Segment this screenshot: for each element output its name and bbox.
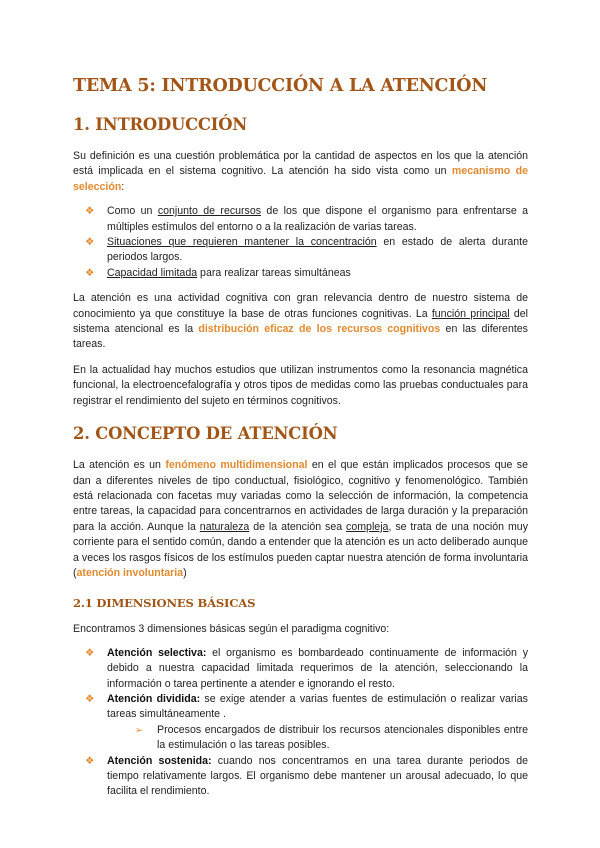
list-item: ❖ Capacidad limitada para realizar tareas simultáneas	[73, 266, 528, 281]
diamond-bullet-icon: ❖	[85, 754, 95, 767]
highlight-mecanismo: mecanismo de selección	[73, 165, 528, 193]
highlight-involuntaria: atención involuntaria	[76, 566, 184, 579]
highlight-distribucion: distribución eficaz de los recursos cognitivos	[198, 323, 441, 336]
section-heading-introduccion: 1. INTRODUCCIÓN	[73, 115, 248, 134]
subsection-heading-dimensiones: 2.1 DIMENSIONES BÁSICAS	[73, 596, 256, 611]
concept-paragraph: La atención es un fenómeno multidimensional en el que están implicados procesos que se dan a diferentes niveles de tipo conductual, fisiológico, cognitivo y fenomenológico. También está relacionada con facetas muy variadas como la selección de información, la competencia entre tareas, la capacidad para concentrarnos en actividades de larga duración y la preparación para la acción. Aunque la naturaleza de la atención sea compleja, se trata de una noción muy corriente para el sentido común, dando a entender que la atención es un acto deliberado aunque a veces los rasgos físicos de los estímulos pueden captar nuestra atención de forma involuntaria (atención involuntaria)	[73, 459, 528, 579]
document-body	[73, 74, 528, 810]
dimension-sub-list	[107, 723, 528, 754]
intro-bullet-list	[73, 204, 528, 281]
highlight-fenomeno: fenómeno multidimensional	[165, 459, 308, 472]
diamond-bullet-icon: ❖	[85, 266, 95, 279]
diamond-bullet-icon: ❖	[85, 646, 95, 659]
list-item: ➢ Procesos encargados de distribuir los recursos atencionales disponibles entre la estimulación o las tareas posibles.	[135, 723, 528, 752]
page-title: TEMA 5: INTRODUCCIÓN A LA ATENCIÓN	[73, 76, 488, 96]
intro-paragraph: Su definición es una cuestión problemática por la cantidad de aspectos en los que la atención está implicada en el sistema cognitivo. La atención ha sido vista como un mecanismo de selección:	[73, 150, 528, 193]
function-paragraph: La atención es una actividad cognitiva con gran relevancia dentro de nuestro sistema de conocimiento ya que constituye la base de otras funciones cognitivas. La función principal del sistema atencional es la distribución eficaz de los recursos cognitivos en las diferentes tareas.	[73, 292, 528, 351]
section-heading-concepto: 2. CONCEPTO DE ATENCIÓN	[73, 424, 338, 444]
studies-paragraph: En la actualidad hay muchos estudios que utilizan instrumentos como la resonancia magnética funcional, la electroencefalografía y otros tipos de medidas como las pruebas conductuales para registrar el rendimiento del sujeto en términos cognitivos.	[73, 363, 528, 407]
list-item: ❖ Atención dividida: se exige atender a varias fuentes de estimulación o realizar varias tareas simultáneamente . ➢ Procesos encargados de distribuir los recursos atencionales disponibles entre la estimulación o las tareas posibles.	[73, 692, 528, 754]
list-item: ❖ Atención sostenida: cuando nos concentramos en una tarea durante periodos de tiempo relativamente largos. El organismo debe mantener un arousal adecuado, lo que facilita el rendimiento.	[85, 754, 528, 798]
diamond-bullet-icon: ❖	[85, 236, 95, 249]
dimensions-intro: Encontramos 3 dimensiones básicas según el paradigma cognitivo:	[73, 623, 390, 636]
arrow-bullet-icon: ➢	[135, 724, 143, 736]
list-item: ❖ Como un conjunto de recursos de los que dispone el organismo para enfrentarse a múltiples estímulos del entorno o a la realización de varias tareas.	[85, 205, 528, 233]
diamond-bullet-icon: ❖	[85, 692, 95, 705]
diamond-bullet-icon: ❖	[85, 205, 95, 218]
list-item: ❖ Atención selectiva: el organismo es bombardeado continuamente de información y debido a nuestra capacidad limitada requerimos de la atención, seleccionando la información o tarea pertinente a atender e ignorando el resto.	[85, 646, 529, 690]
list-item: ❖ Situaciones que requieren mantener la concentración en estado de alerta durante periodos largos.	[85, 236, 528, 264]
dimensions-list	[73, 646, 528, 800]
